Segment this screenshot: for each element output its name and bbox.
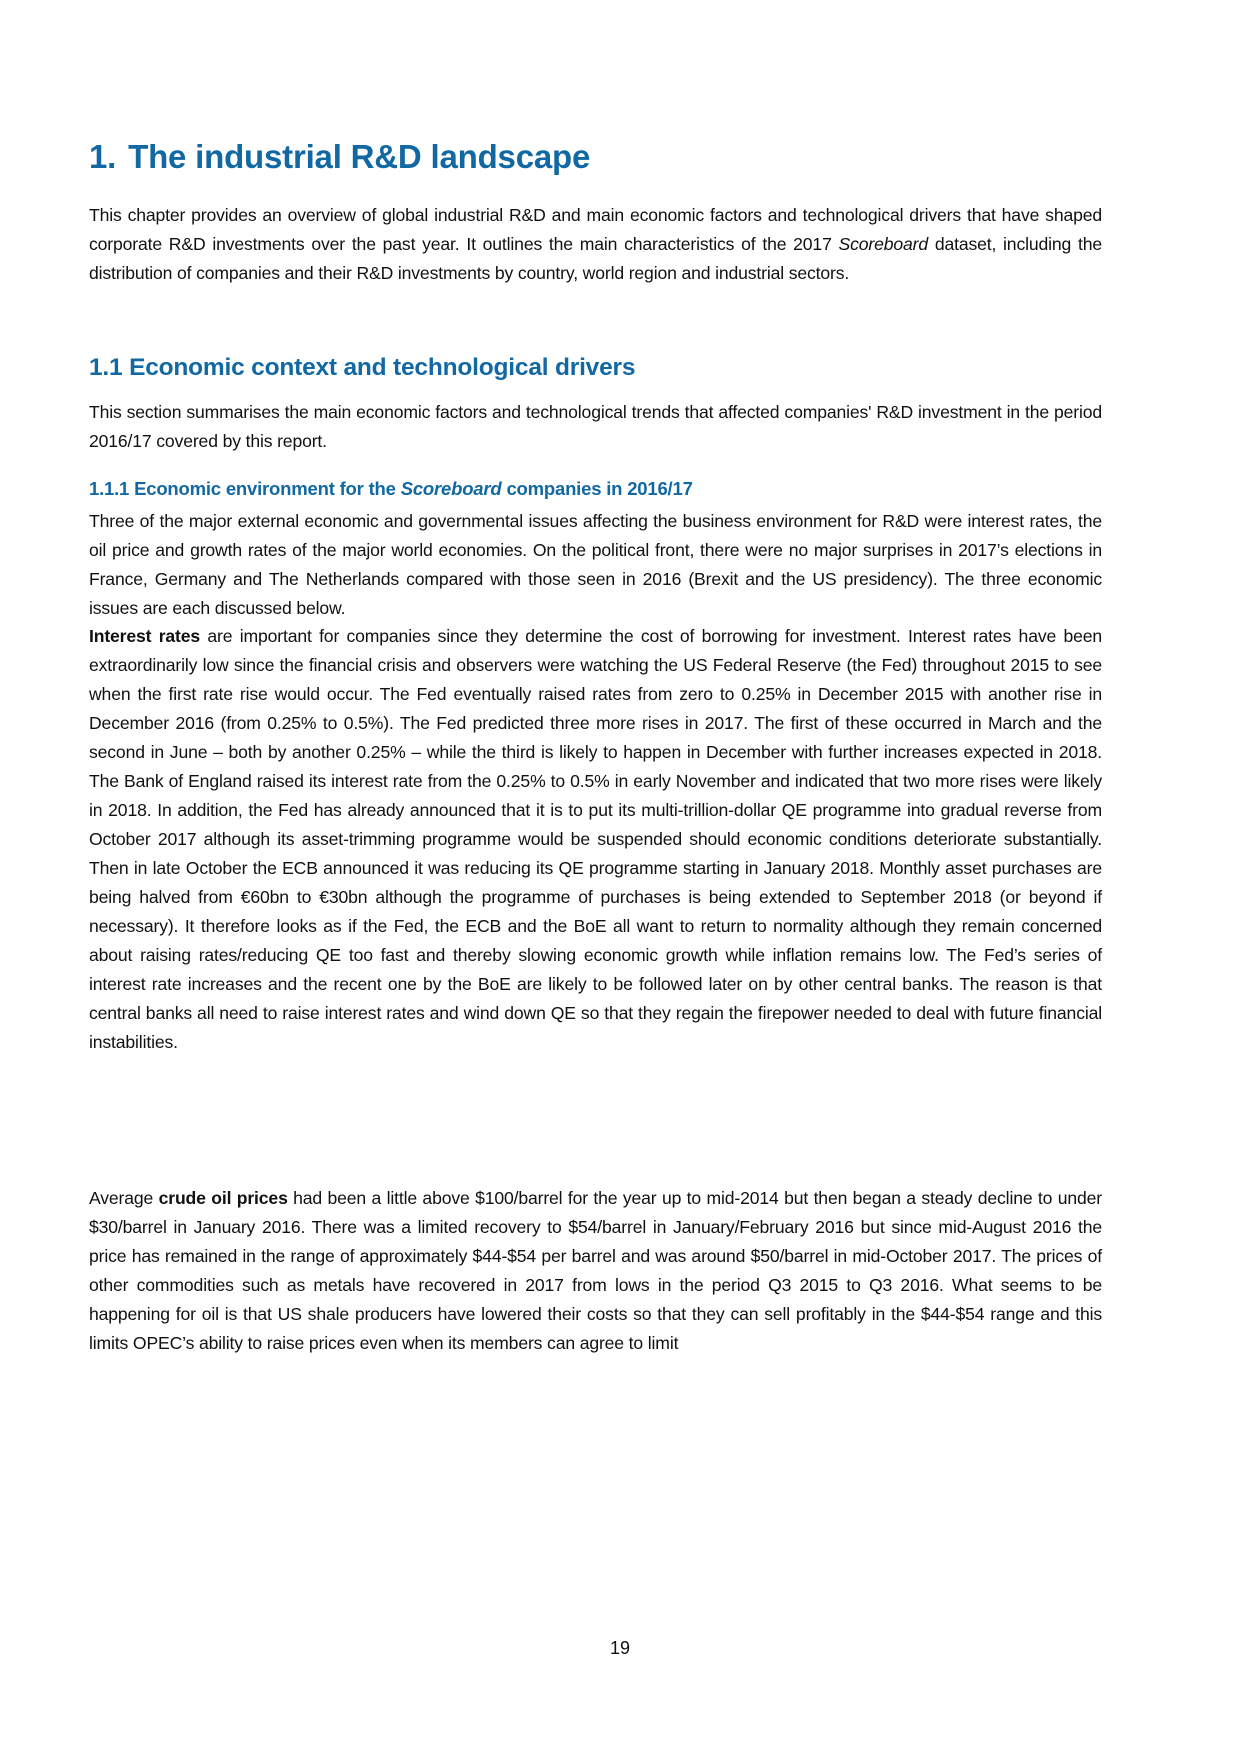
chapter-heading <box>89 138 590 176</box>
interest-rates-text: are important for companies since they determine the cost of borrowing for investment. Interest rates have been extraordinarily low since the financial crisis and observers were watching the US Federal Reserve (the Fed) throughout 2015 to see when the first rate rise would occur. The Fed eventually raised rates from zero to 0.25% in December 2015 with another rise in December 2016 (from 0.25% to 0.5%). The Fed predicted three more rises in 2017. The first of these occurred in March and the second in June – both by another 0.25% – while the third is likely to happen in December with further increases expected in 2018. The Bank of England raised its interest rate from the 0.25% to 0.5% in early November and indicated that two more rises were likely in 2018. In addition, the Fed has already announced that it is to put its multi-trillion-dollar QE programme into gradual reverse from October 2017 although its asset-trimming programme would be suspended should economic conditions deteriorate substantially. Then in late October the ECB announced it was reducing its QE programme starting in January 2018. Monthly asset purchases are being halved from €60bn to €30bn although the programme of purchases is being extended to September 2018 (or beyond if necessary). It therefore looks as if the Fed, the ECB and the BoE all want to return to normality although they remain concerned about raising rates/reducing QE too fast and thereby slowing economic growth while inflation remains low. The Fed’s series of interest rate increases and the recent one by the BoE are likely to be followed later on by other central banks. The reason is that central banks all need to raise interest rates and wind down QE so that they regain the firepower needed to deal with future financial instabilities. <box>89 626 1103 1052</box>
chapter-intro-text: This chapter provides an overview of global industrial R&D and main economic factors and technological drivers that have shaped corporate R&D investments over the past year. It outlines the main characteristics of the 2017 <box>89 205 1102 254</box>
page-number: 19 <box>609 1638 631 1658</box>
oil-prices-text: had been a little above $100/barrel for the year up to mid-2014 but then began a steady decline to under $30/barrel in January 2016. There was a limited recovery to $54/barrel in January/February 2016 but since mid-August 2016 the price has remained in the range of approximately $44-$54 per barrel and was around $50/barrel in mid-October 2017. The prices of other commodities such as metals have recovered in 2017 from lows in the period Q3 2015 to Q3 2016. What seems to be happening for oil is that US shale producers have lowered their costs so that they can sell profitably in the $44-$54 range and this limits OPEC’s ability to raise prices even when its members can agree to limit <box>89 1188 1102 1353</box>
subsection-heading <box>89 478 693 500</box>
scoreboard-italic: Scoreboard <box>838 234 928 254</box>
subsection-title-italic: Scoreboard <box>400 478 502 499</box>
interest-rates-bold: Interest rates <box>89 626 201 646</box>
section-intro-paragraph: This section summarises the main economic factors and technological trends that affected companies' R&D investment in the period 2016/17 covered by this report. <box>89 402 1102 451</box>
chapter-number: 1. <box>89 138 117 175</box>
oil-prices-paragraph <box>89 1184 1102 1358</box>
interest-rates-paragraph <box>89 622 1102 1057</box>
chapter-intro-text-cont: dataset, including the distribution of companies and their R&D investments by country, world region and industrial sectors. <box>89 234 1102 283</box>
chapter-title: The industrial R&D landscape <box>128 138 591 175</box>
chapter-intro-paragraph <box>89 201 1102 288</box>
issues-paragraph: Three of the major external economic and governmental issues affecting the business environment for R&D were interest rates, the oil price and growth rates of the major world economies. On the political front, there were no major surprises in 2017’s elections in France, Germany and The Netherlands compared with those seen in 2016 (Brexit and the US presidency). The three economic issues are each discussed below. <box>89 511 1102 618</box>
oil-prices-bold: crude oil prices <box>158 1188 288 1208</box>
oil-prices-lead: Average <box>89 1188 159 1208</box>
subsection-title-part: 1.1.1 Economic environment for the <box>89 478 401 499</box>
section-heading: 1.1 Economic context and technological drivers <box>89 354 636 381</box>
subsection-title-part-end: companies in 2016/17 <box>501 478 693 499</box>
